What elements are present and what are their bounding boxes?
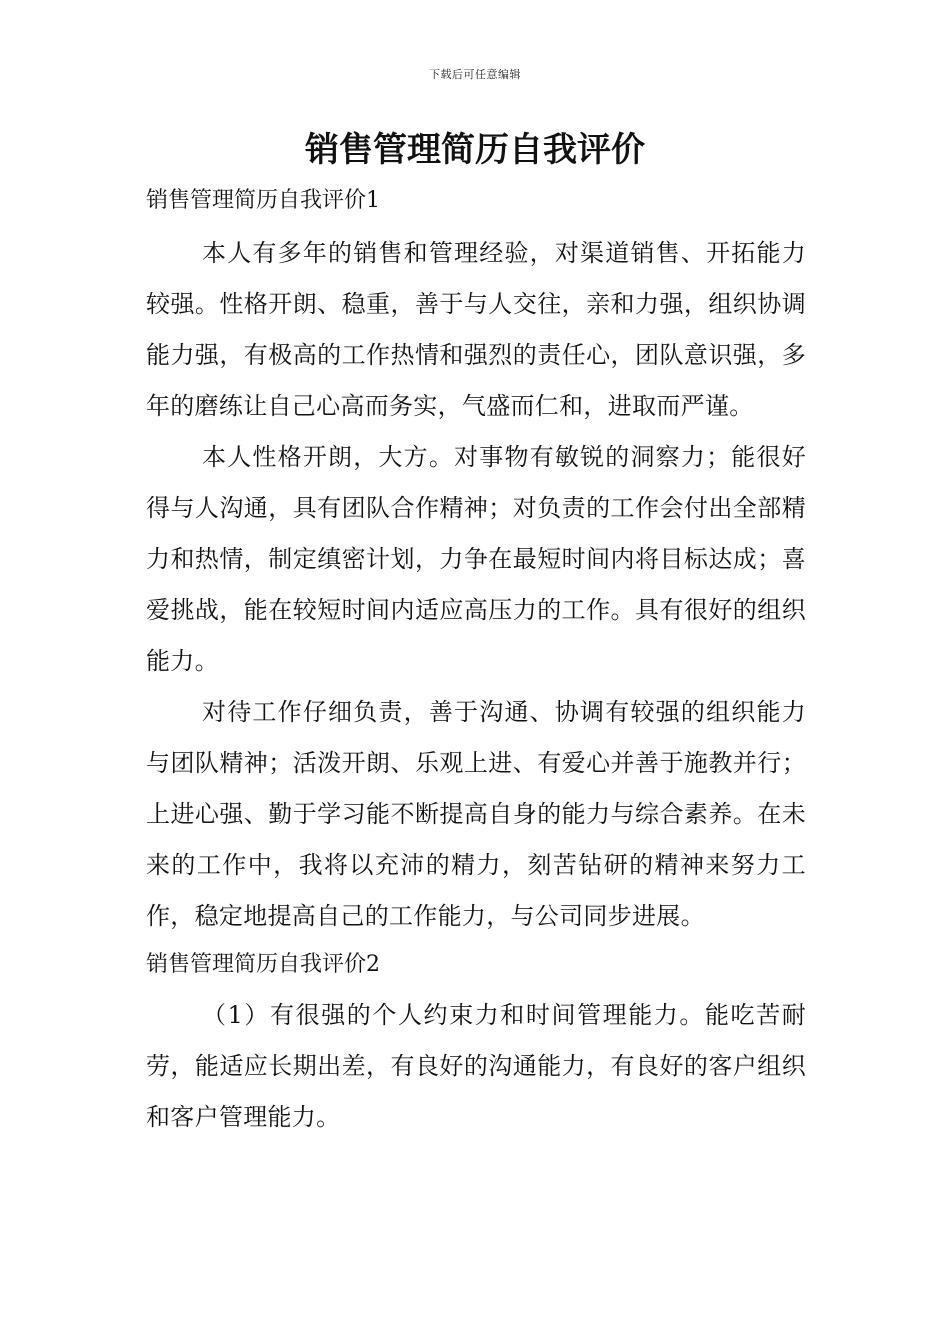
section-2 — [146, 942, 806, 1143]
paragraph: 本人性格开朗，大方。对事物有敏锐的洞察力；能很好得与人沟通，具有团队合作精神；对负责的工作会付出全部精力和热情，制定缜密计划，力争在最短时间内将目标达成；喜爱挑战，能在较短时间内适应高压力的工作。具有很好的组织能力。 — [146, 443, 806, 675]
document-title: 销售管理简历自我评价 — [305, 130, 645, 170]
document-body — [146, 178, 806, 1143]
section-1 — [146, 178, 806, 942]
section-heading: 销售管理简历自我评价1 — [146, 188, 380, 213]
paragraph: （1）有很强的个人约束力和时间管理能力。能吃苦耐劳，能适应长期出差，有良好的沟通能力，有良好的客户组织和客户管理能力。 — [146, 1001, 806, 1131]
section-heading: 销售管理简历自我评价2 — [146, 952, 380, 977]
paragraph: 本人有多年的销售和管理经验，对渠道销售、开拓能力较强。性格开朗、稳重，善于与人交往，亲和力强，组织协调能力强，有极高的工作热情和强烈的责任心，团队意识强，多年的磨练让自己心高而务实，气盛而仁和，进取而严谨。 — [146, 239, 806, 420]
paragraph: 对待工作仔细负责，善于沟通、协调有较强的组织能力与团队精神；活泼开朗、乐观上进、有爱心并善于施教并行；上进心强、勤于学习能不断提高自身的能力与综合素养。在未来的工作中，我将以充沛的精力，刻苦钻研的精神来努力工作，稳定地提高自己的工作能力，与公司同步进展。 — [146, 698, 806, 930]
header-note: 下载后可任意编辑 — [429, 68, 521, 81]
